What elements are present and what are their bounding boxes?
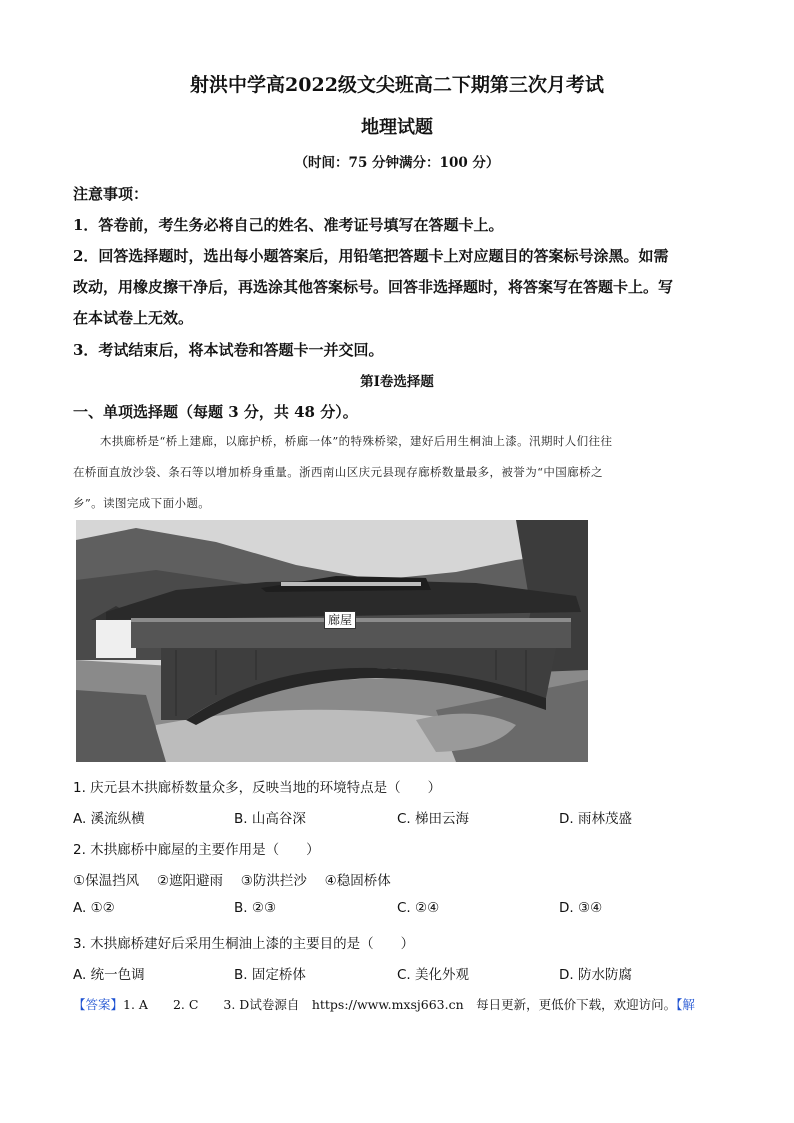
passage-line-2: 在桥面直放沙袋、条石等以增加桥身重量。浙西南山区庆元县现存廊桥数量最多，被誉为“中国廊桥之 [73,465,603,479]
question-3-option-b: B. 固定桥体 [234,967,306,983]
answer-line [73,995,695,1013]
corridor-house-label: 廊屋 [324,611,356,629]
exam-info: （时间：75 分钟满分：100 分） [294,155,500,171]
question-1-stem: 1. 庆元县木拱廊桥数量众多，反映当地的环境特点是（ ） [73,780,442,796]
question-2-stem: 2. 木拱廊桥中廊屋的主要作用是（ ） [73,842,320,858]
question-2-option-a: A. ①② [73,900,115,916]
passage-line-1: 木拱廊桥是“桥上建廊，以廊护桥，桥廊一体”的特殊桥梁，建好后用生桐油上漆。汛期时人们往往 [100,434,613,448]
exam-title: 射洪中学高2022级文尖班高二下期第三次月考试 [190,74,604,96]
notes-item-2-line-2: 改动，用橡皮擦干净后，再选涂其他答案标号。回答非选择题时，将答案写在答题卡上。写 [73,278,674,296]
section-heading: 一、单项选择题（每题 3 分，共 48 分）。 [73,403,358,421]
notes-item-2-line-1: 2．回答选择题时，选出每小题答案后，用铅笔把答题卡上对应题目的答案标号涂黑。如需 [73,247,669,265]
part-title: 第Ⅰ卷选择题 [360,374,434,390]
question-2-option-d: D. ③④ [559,900,603,916]
answer-tag: 【答案】 [73,997,124,1012]
answer-source-text: 试卷源自 https://www.mxsj663.cn 每日更新，更低价下载，欢迎访问。 [249,997,677,1012]
question-2-option-c: C. ②④ [397,900,440,916]
question-3-stem: 3. 木拱廊桥建好后采用生桐油上漆的主要目的是（ ） [73,936,415,952]
notes-heading: 注意事项： [73,185,149,203]
question-3-option-d: D. 防水防腐 [559,967,632,983]
subject-title: 地理试题 [361,117,433,138]
notes-item-3: 3．考试结束后，将本试卷和答题卡一并交回。 [73,341,384,359]
answer-values: 1. A 2. C 3. D [123,997,250,1012]
question-1-option-d: D. 雨林茂盛 [559,811,632,827]
question-1-option-c: C. 梯田云海 [397,811,470,827]
covered-bridge-photo [76,520,588,762]
question-2-choices: ①保温挡风 ②遮阳避雨 ③防洪拦沙 ④稳固桥体 [73,873,391,889]
passage-line-3: 乡”。读图完成下面小题。 [73,496,211,510]
notes-item-1: 1．答卷前，考生务必将自己的姓名、准考证号填写在答题卡上。 [73,216,504,234]
question-1-option-b: B. 山高谷深 [234,811,306,827]
question-3-option-a: A. 统一色调 [73,967,145,983]
notes-item-2-line-3: 在本试卷上无效。 [73,309,194,327]
question-3-option-c: C. 美化外观 [397,967,470,983]
analysis-tag: 【解 [676,997,695,1012]
question-2-option-b: B. ②③ [234,900,277,916]
question-1-option-a: A. 溪流纵横 [73,811,145,827]
